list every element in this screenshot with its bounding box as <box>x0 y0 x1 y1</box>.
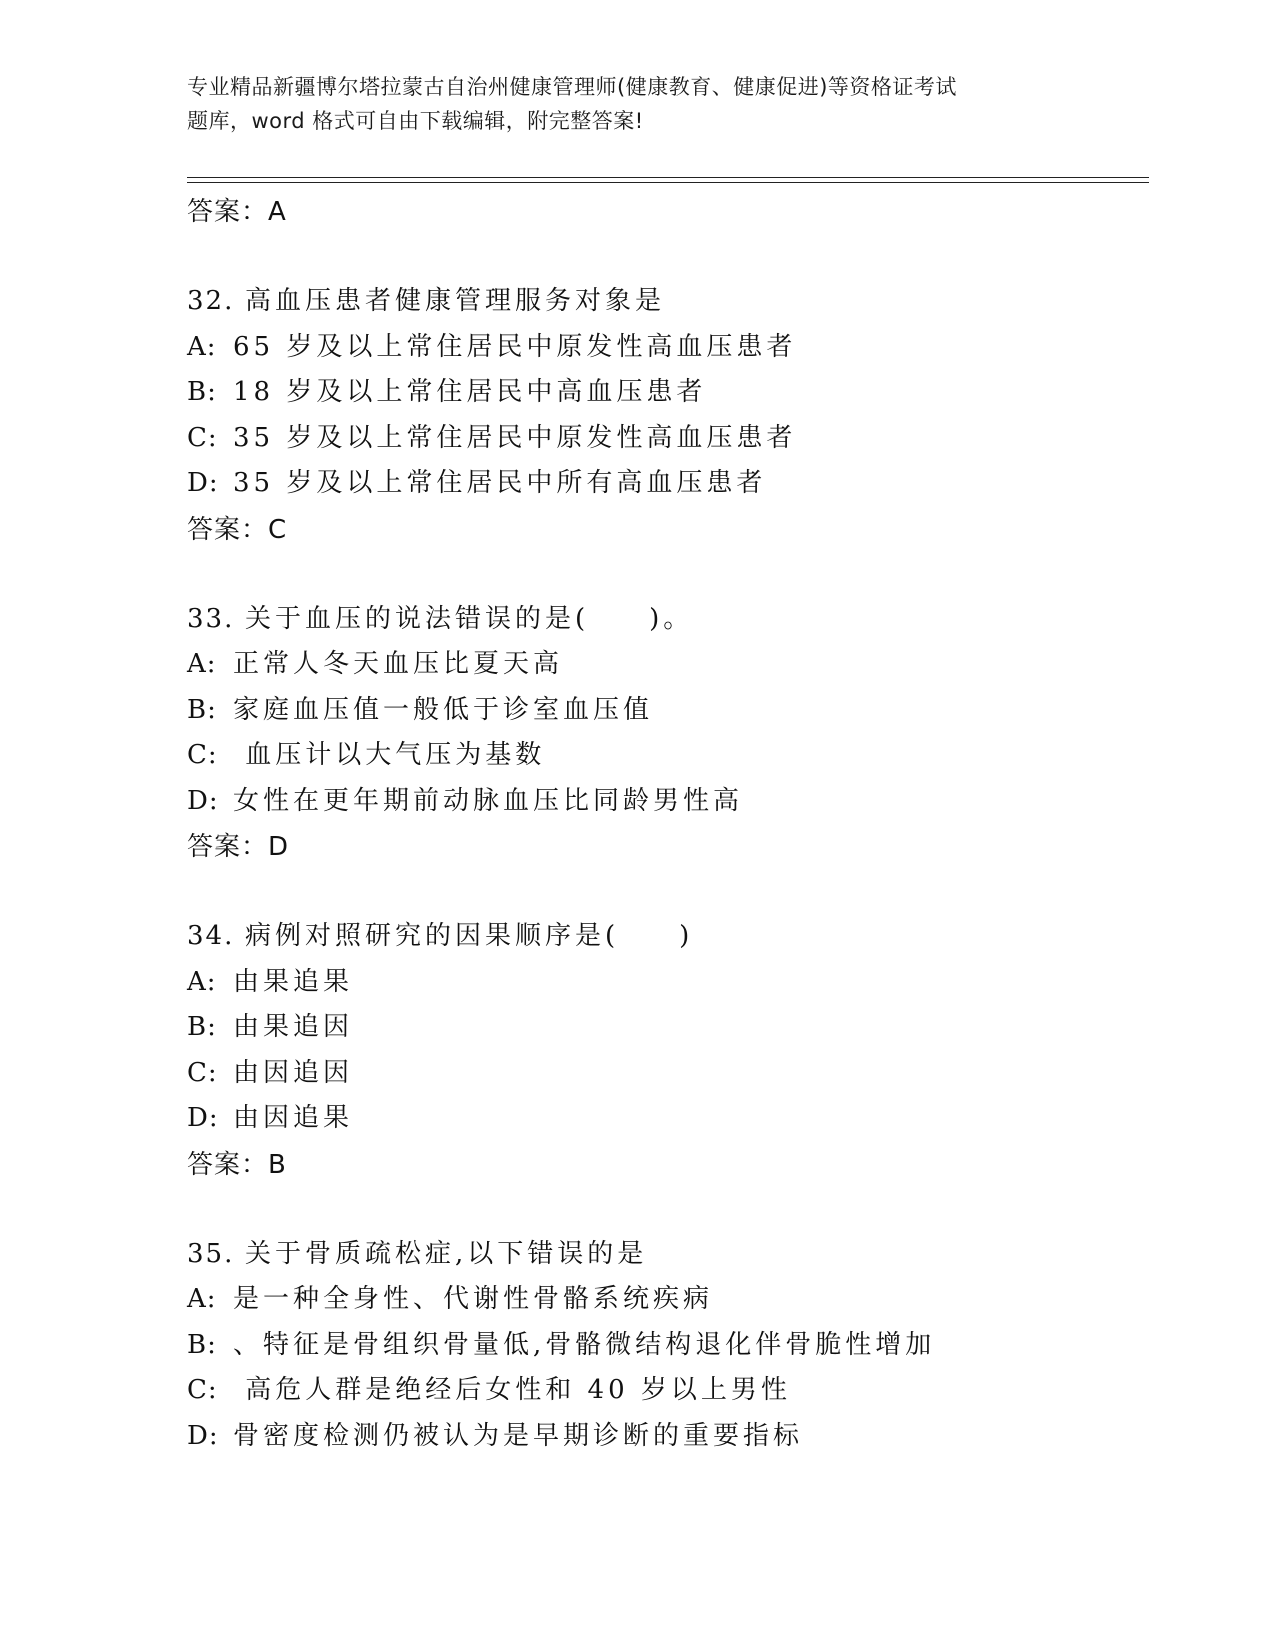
option-key: D: <box>187 1420 219 1451</box>
option-text: 由因追因 <box>233 1057 354 1088</box>
question-number: 33. <box>187 603 235 634</box>
answer-line: 答案：C <box>187 514 288 545</box>
option-a <box>187 325 1147 371</box>
question-stem <box>187 597 1147 643</box>
header-line-2: 题库，word 格式可自由下载编辑，附完整答案! <box>187 109 644 133</box>
option-text: 18 岁及以上常住居民中高血压患者 <box>233 377 707 407</box>
question-block <box>187 279 1147 553</box>
header-line-1: 专业精品新疆博尔塔拉蒙古自治州健康管理师(健康教育、健康促进)等资格证考试 <box>187 75 957 99</box>
option-d <box>187 461 1147 507</box>
option-key: C: <box>187 422 218 453</box>
option-c <box>187 733 1147 779</box>
spacer <box>187 553 1147 597</box>
option-a <box>187 1277 1147 1323</box>
spacer <box>187 1188 1147 1232</box>
option-key: C: <box>187 740 218 770</box>
question-text: 关于骨质疏松症,以下错误的是 <box>245 1238 648 1269</box>
option-key: C: <box>187 1057 218 1088</box>
spacer <box>187 235 1147 279</box>
option-key: D: <box>187 1103 219 1133</box>
option-a <box>187 960 1147 1006</box>
option-key: A: <box>187 331 217 362</box>
option-b <box>187 370 1147 416</box>
option-text: 正常人冬天血压比夏天高 <box>233 649 564 679</box>
question-stem <box>187 1232 1147 1278</box>
option-key: A: <box>187 966 217 997</box>
option-c <box>187 1051 1147 1097</box>
question-text: 病例对照研究的因果顺序是( ) <box>245 921 694 951</box>
option-text: 女性在更年期前动脉血压比同龄男性高 <box>233 785 744 816</box>
option-c <box>187 416 1147 462</box>
option-key: D: <box>187 785 219 816</box>
question-number: 35. <box>187 1238 235 1269</box>
option-d <box>187 1414 1147 1460</box>
option-c <box>187 1368 1147 1414</box>
option-b <box>187 1323 1147 1369</box>
question-text: 高血压患者健康管理服务对象是 <box>245 286 666 316</box>
option-text: 是一种全身性、代谢性骨骼系统疾病 <box>233 1284 714 1314</box>
header-double-rule <box>187 177 1149 183</box>
option-key: D: <box>187 468 219 498</box>
answer-previous: 答案：A <box>187 197 287 227</box>
question-number: 34. <box>187 921 235 951</box>
question-block <box>187 597 1147 871</box>
option-key: C: <box>187 1375 218 1405</box>
option-b <box>187 1005 1147 1051</box>
option-text: 、特征是骨组织骨量低,骨骼微结构退化伴骨脆性增加 <box>233 1329 936 1360</box>
option-text: 家庭血压值一般低于诊室血压值 <box>233 694 654 725</box>
option-key: B: <box>187 694 217 725</box>
question-block <box>187 1232 1147 1460</box>
option-key: B: <box>187 1329 217 1360</box>
option-text: 35 岁及以上常住居民中原发性高血压患者 <box>233 422 797 453</box>
option-d <box>187 1096 1147 1142</box>
option-a <box>187 642 1147 688</box>
option-b <box>187 688 1147 734</box>
option-key: B: <box>187 1012 217 1042</box>
page-header <box>187 70 1087 138</box>
option-key: B: <box>187 377 217 407</box>
question-block <box>187 914 1147 1188</box>
option-text: 由果追果 <box>233 966 354 997</box>
option-text: 血压计以大气压为基数 <box>233 740 546 770</box>
option-text: 35 岁及以上常住居民中所有高血压患者 <box>233 468 767 498</box>
option-text: 由因追果 <box>233 1103 354 1133</box>
question-stem <box>187 279 1147 325</box>
question-stem <box>187 914 1147 960</box>
answer-line: 答案：B <box>187 1149 287 1180</box>
option-text: 高危人群是绝经后女性和 40 岁以上男性 <box>233 1375 791 1405</box>
option-text: 由果追因 <box>233 1012 354 1042</box>
spacer <box>187 870 1147 914</box>
option-text: 65 岁及以上常住居民中原发性高血压患者 <box>233 331 797 362</box>
question-number: 32. <box>187 286 235 316</box>
option-key: A: <box>187 1284 217 1314</box>
option-text: 骨密度检测仍被认为是早期诊断的重要指标 <box>233 1420 804 1451</box>
option-d <box>187 779 1147 825</box>
answer-line: 答案：D <box>187 832 290 862</box>
document-body <box>187 189 1147 1459</box>
question-text: 关于血压的说法错误的是( )。 <box>245 603 694 634</box>
option-key: A: <box>187 649 217 679</box>
